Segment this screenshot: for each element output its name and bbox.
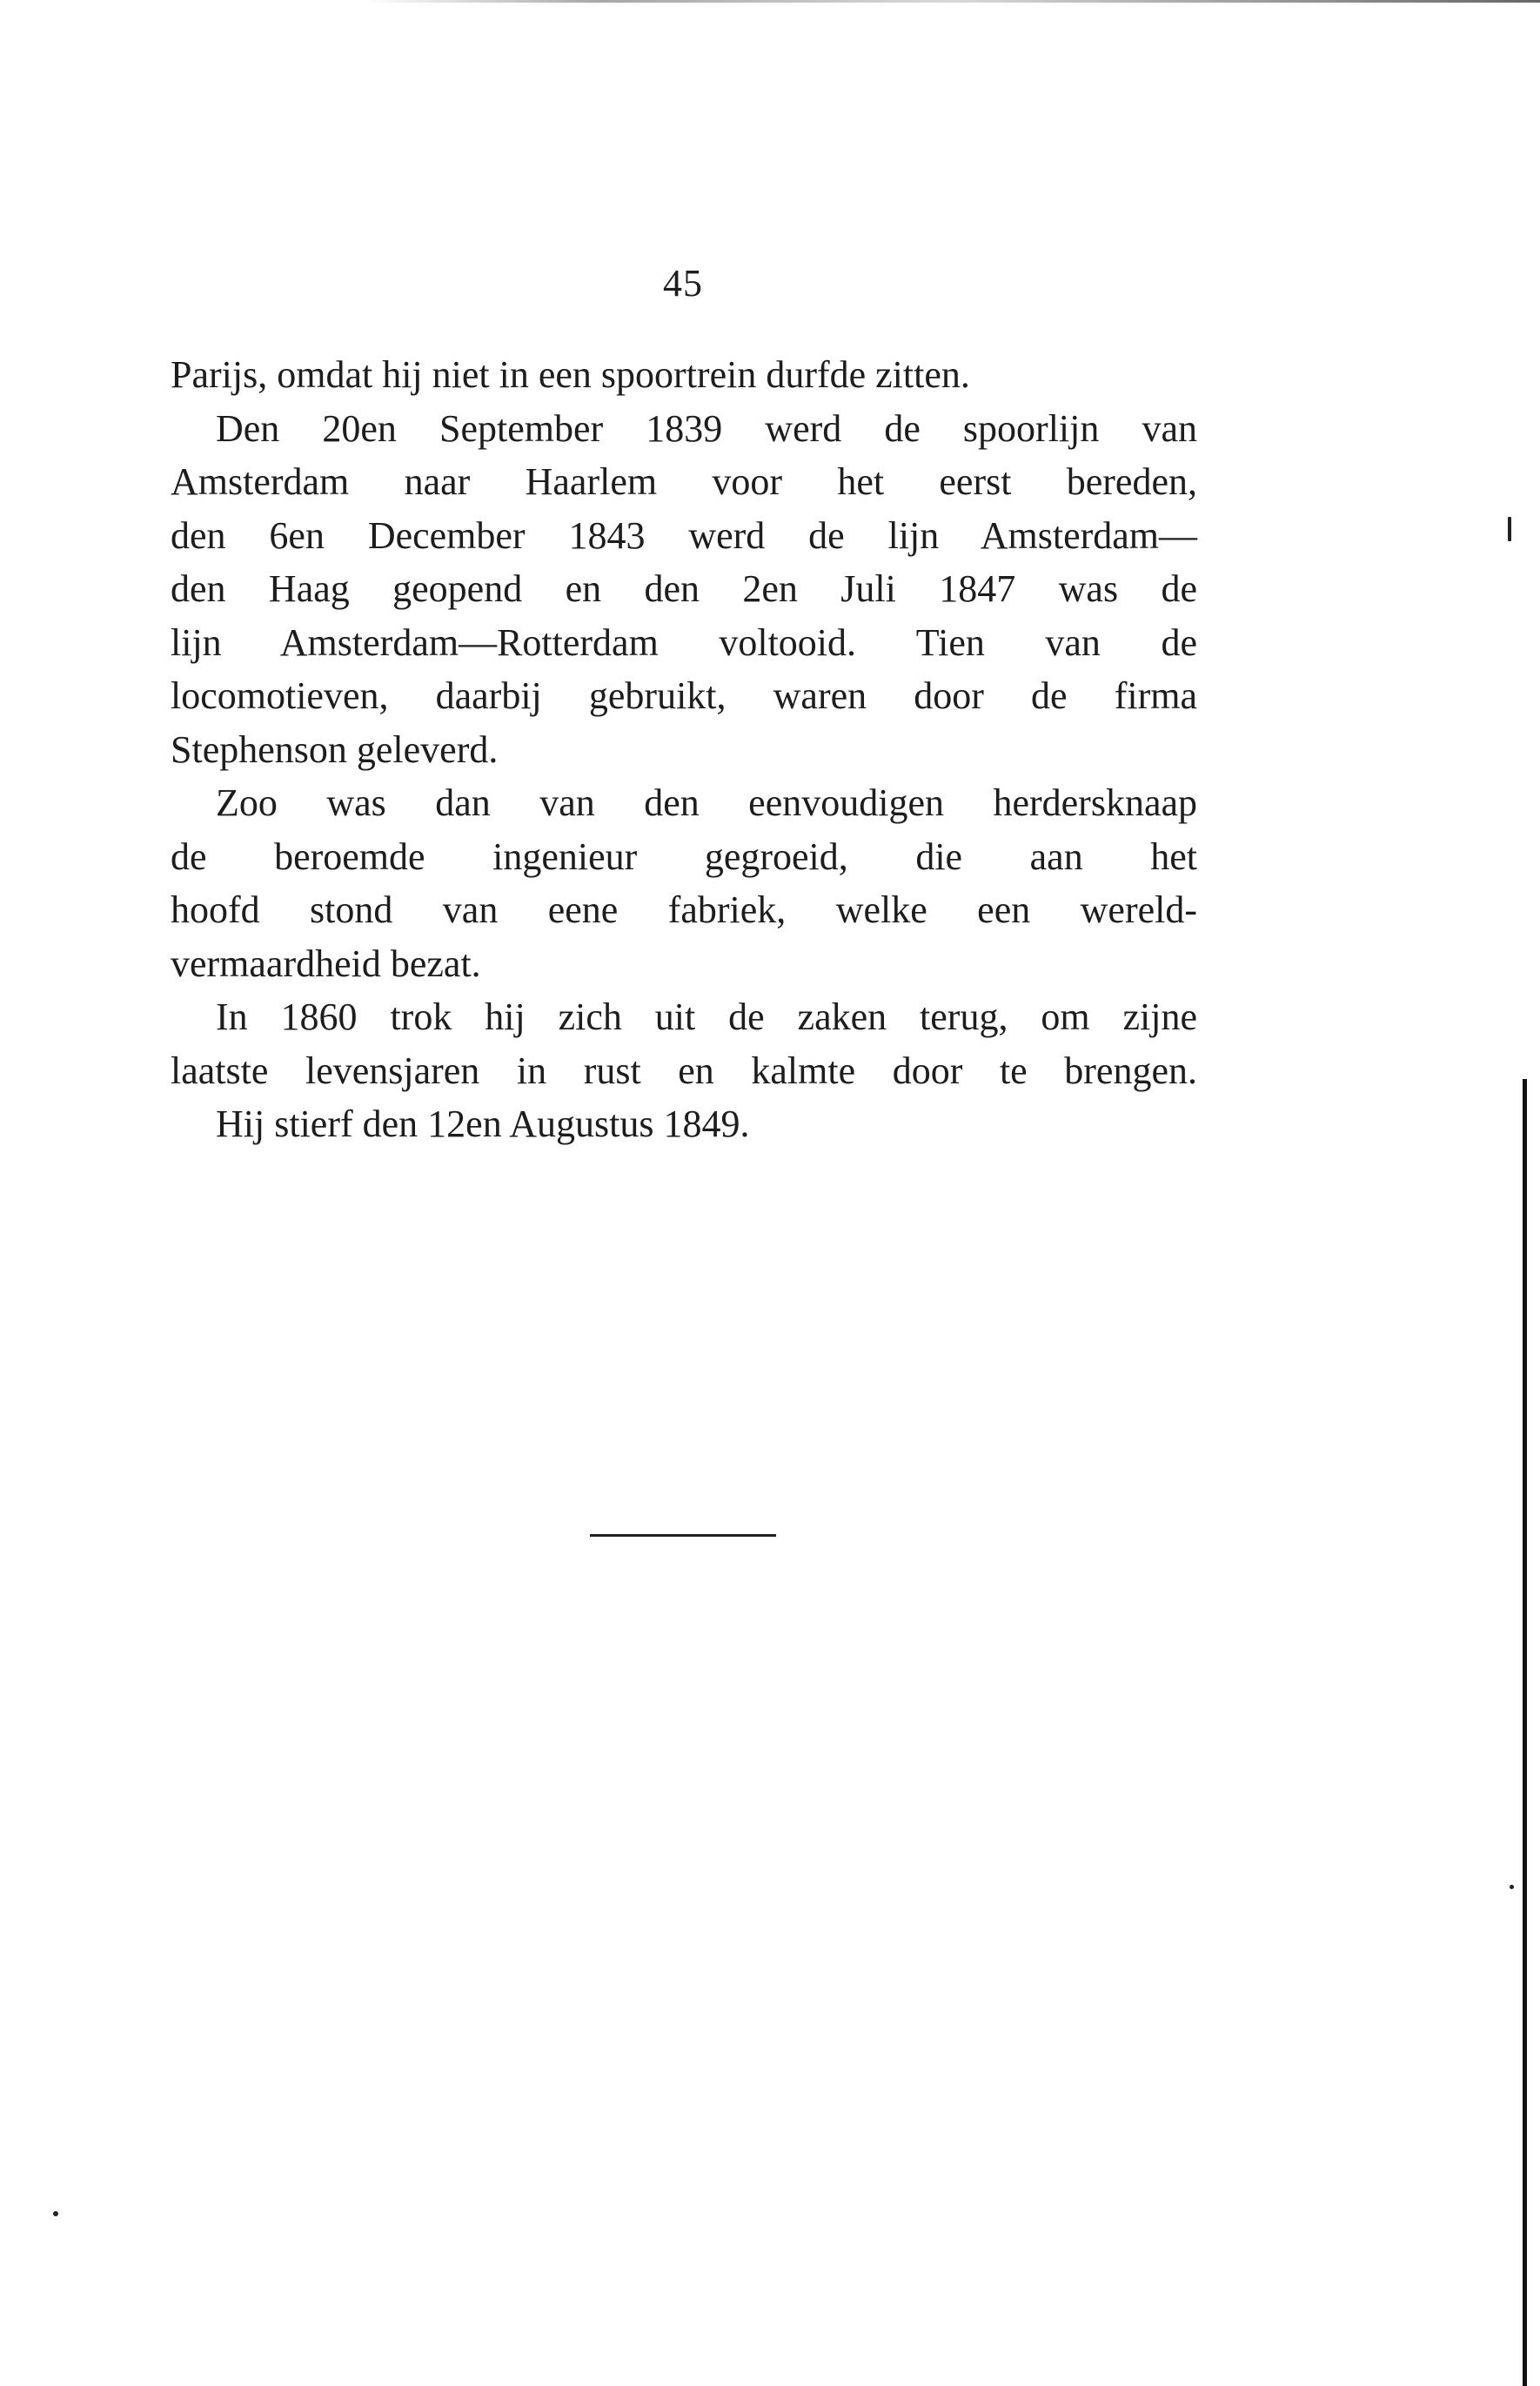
text-line: den 6en December 1843 werd de lijn Amsterdam— [171,513,1197,557]
text-line: lijn Amsterdam—Rotterdam voltooid. Tien van de [171,620,1197,664]
page-edge-shadow [1523,1079,1527,2386]
page-number: 45 [663,262,703,305]
text-line: Parijs, omdat hij niet in een spoortrein durfde zitten. [171,353,970,396]
text-line: den Haag geopend en den 2en Juli 1847 was de [171,567,1197,610]
scan-speck [1510,1885,1514,1889]
text-line: vermaardheid bezat. [171,942,481,985]
text-line: laatste levensjaren in rust en kalmte door te brengen. [171,1049,1197,1092]
text-line: Zoo was dan van den eenvoudigen herdersknaap [216,781,1197,824]
text-line: de beroemde ingenieur gegroeid, die aan het [171,834,1197,878]
text-line: Den 20en September 1839 werd de spoorlijn van [216,406,1197,450]
body-text [171,348,1197,1151]
scan-edge-artifact [365,0,1540,3]
text-line: Stephenson geleverd. [171,727,499,771]
text-line: locomotieven, daarbij gebruikt, waren door de firma [171,674,1197,717]
text-line: In 1860 trok hij zich uit de zaken terug, om zijne [216,995,1197,1038]
text-line: hoofd stond van eene fabriek, welke een wereld- [171,888,1197,931]
scan-speck [1508,517,1511,541]
text-line: Amsterdam naar Haarlem voor het eerst bereden, [171,460,1197,503]
scan-speck [53,2211,58,2216]
text-line: Hij stierf den 12en Augustus 1849. [216,1103,750,1145]
section-divider [590,1534,776,1537]
